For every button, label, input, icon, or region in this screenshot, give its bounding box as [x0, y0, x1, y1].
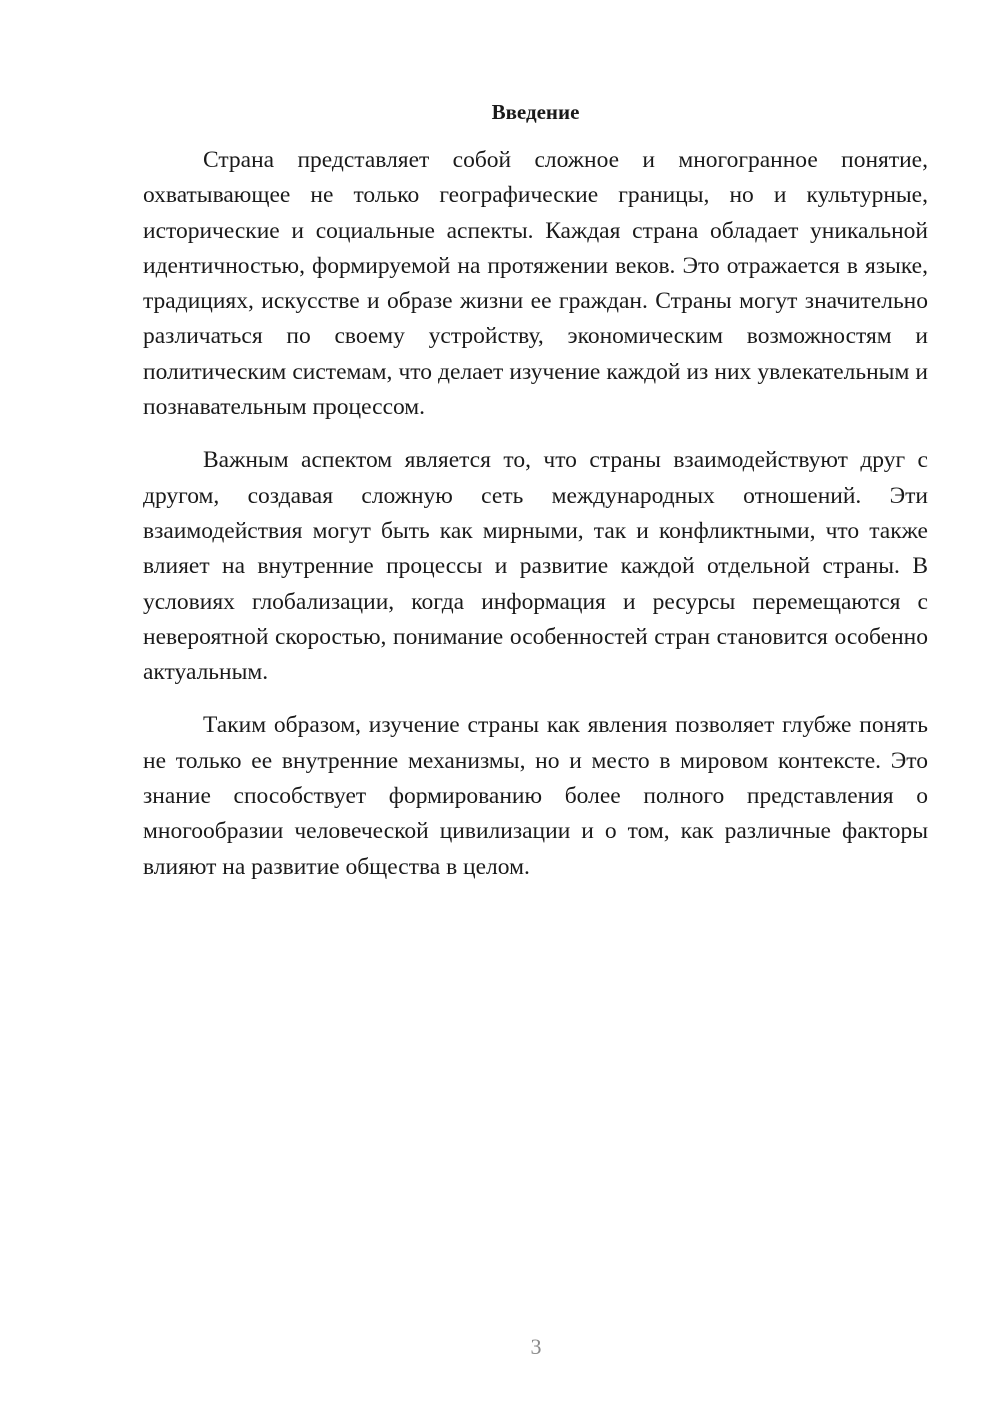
page-number: 3 [530, 1334, 542, 1359]
paragraph-2: Важным аспектом является то, что страны взаимодействуют друг с другом, создавая сложную сеть международных отношений. Эти взаимодействия могут быть как мирными, так и конфликтными, что также влияет на внутренние процессы и развитие каждой отдельной страны. В условиях глобализации, когда информация и ресурсы перемещаются с невероятной скоростью, понимание особенностей стран становится особенно актуальным. [143, 447, 928, 686]
body-text [143, 143, 928, 903]
paragraph-1: Страна представляет собой сложное и многогранное понятие, охватывающее не только географические границы, но и культурные, исторические и социальные аспекты. Каждая страна обладает уникальной идентичностью, формируемой на протяжении веков. Это отражается в языке, традициях, искусстве и образе жизни ее граждан. Страны могут значительно различаться по своему устройству, экономическим возможностям и политическим системам, что делает изучение каждой из них увлекательным и познавательным процессом. [143, 147, 928, 421]
section-heading: Введение [491, 100, 580, 124]
paragraph-3: Таким образом, изучение страны как явления позволяет глубже понять не только ее внутренние механизмы, но и место в мировом контексте. Это знание способствует формированию более полного представления о многообразии человеческой цивилизации и о том, как различные факторы влияют на развитие общества в целом. [143, 712, 928, 880]
